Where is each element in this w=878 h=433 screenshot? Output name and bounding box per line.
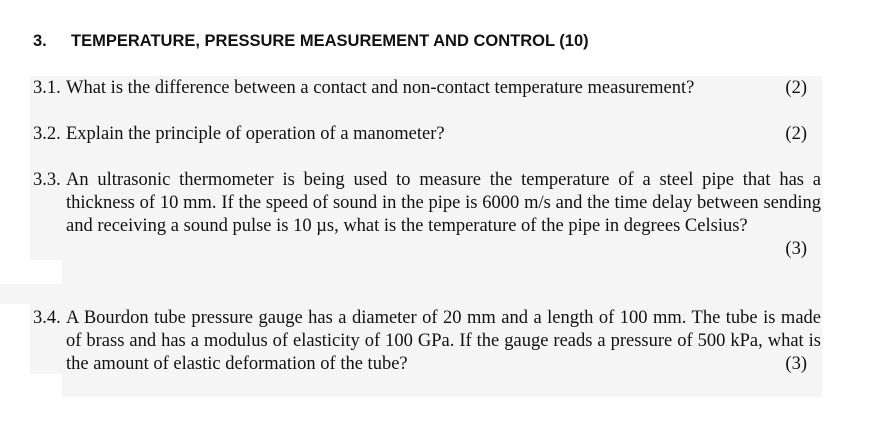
highlight-block: [0, 284, 822, 304]
question-3-4: [33, 307, 821, 376]
question-3-2: [33, 123, 821, 146]
question-text: Explain the principle of operation of a manometer?: [66, 124, 445, 144]
question-3-3: [33, 169, 821, 259]
question-marks: (2): [785, 78, 807, 98]
question-marks: (3): [785, 239, 807, 259]
question-text: An ultrasonic thermometer is being used to measure the temperature of a steel pipe that has a thickness of 10 mm. If the speed of sound in the pipe is 6000 m/s and the time delay between sending and receiving a sound pulse is 10 µs, what is the temperature of the pipe in degrees Celsius?: [66, 170, 821, 236]
question-text: What is the difference between a contact and non-contact temperature measurement?: [66, 78, 695, 98]
question-number: 3.3.: [33, 170, 61, 190]
section-heading: [33, 32, 589, 51]
section-title: TEMPERATURE, PRESSURE MEASUREMENT AND CONTROL (10): [71, 32, 589, 50]
question-marks: (2): [785, 124, 807, 144]
question-marks: (3): [785, 354, 807, 374]
question-3-1: [33, 77, 821, 100]
question-text: A Bourdon tube pressure gauge has a diameter of 20 mm and a length of 100 mm. The tube is made of brass and has a modulus of elasticity of 100 GPa. If the gauge reads a pressure of 500 kPa, what is the amount of elastic deformation of the tube?: [66, 308, 821, 374]
section-number: 3.: [33, 32, 47, 50]
question-number: 3.1.: [33, 78, 61, 98]
question-number: 3.4.: [33, 308, 61, 328]
question-number: 3.2.: [33, 124, 61, 144]
